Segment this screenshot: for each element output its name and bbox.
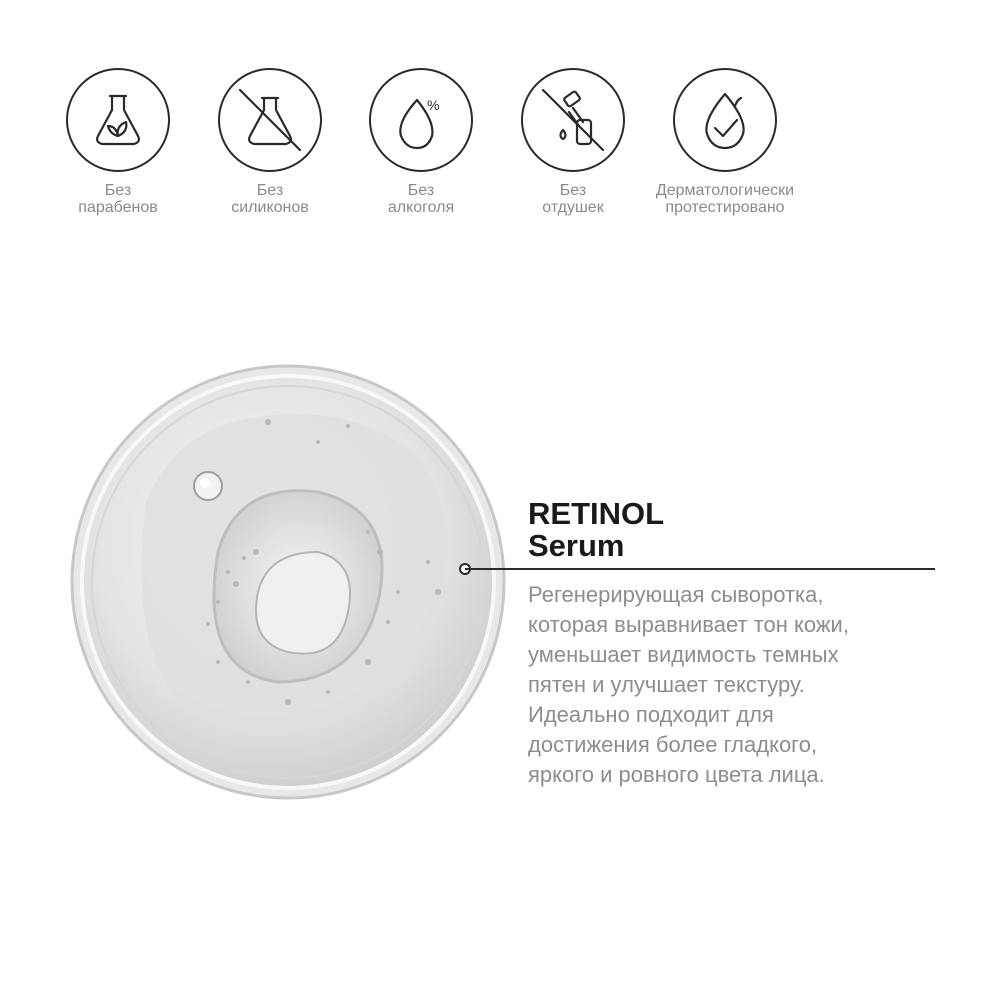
drop-check-icon <box>673 68 777 172</box>
feature-label: Без алкоголя <box>387 182 455 216</box>
product-description: Регенерирующая сыворотка, которая выравнивает тон кожи, уменьшает видимость темных пятен и улучшает текстуру. Идеально подходит для достижения более гладкого, яркого и ровного цвета лица. <box>528 582 849 787</box>
product-title-line1: RETINOL <box>528 496 665 531</box>
pointer-line <box>465 568 935 570</box>
feature-label: Дерматологически протестировано <box>655 182 795 216</box>
feature-dermatologically-tested <box>630 68 820 216</box>
feature-label: Без парабенов <box>78 182 158 216</box>
flask-leaf-icon <box>66 68 170 172</box>
dropper-crossed-icon <box>521 68 625 172</box>
product-title <box>528 498 664 562</box>
product-title-line2: Serum <box>528 528 625 563</box>
feature-label: Без отдушек <box>542 182 604 216</box>
serum-petri-dish-image <box>68 362 508 802</box>
feature-icons-row <box>0 68 1000 228</box>
zero-percent-drop-icon <box>369 68 473 172</box>
svg-text:%: % <box>427 97 440 113</box>
feature-label: Без силиконов <box>231 182 309 216</box>
flask-crossed-icon <box>218 68 322 172</box>
